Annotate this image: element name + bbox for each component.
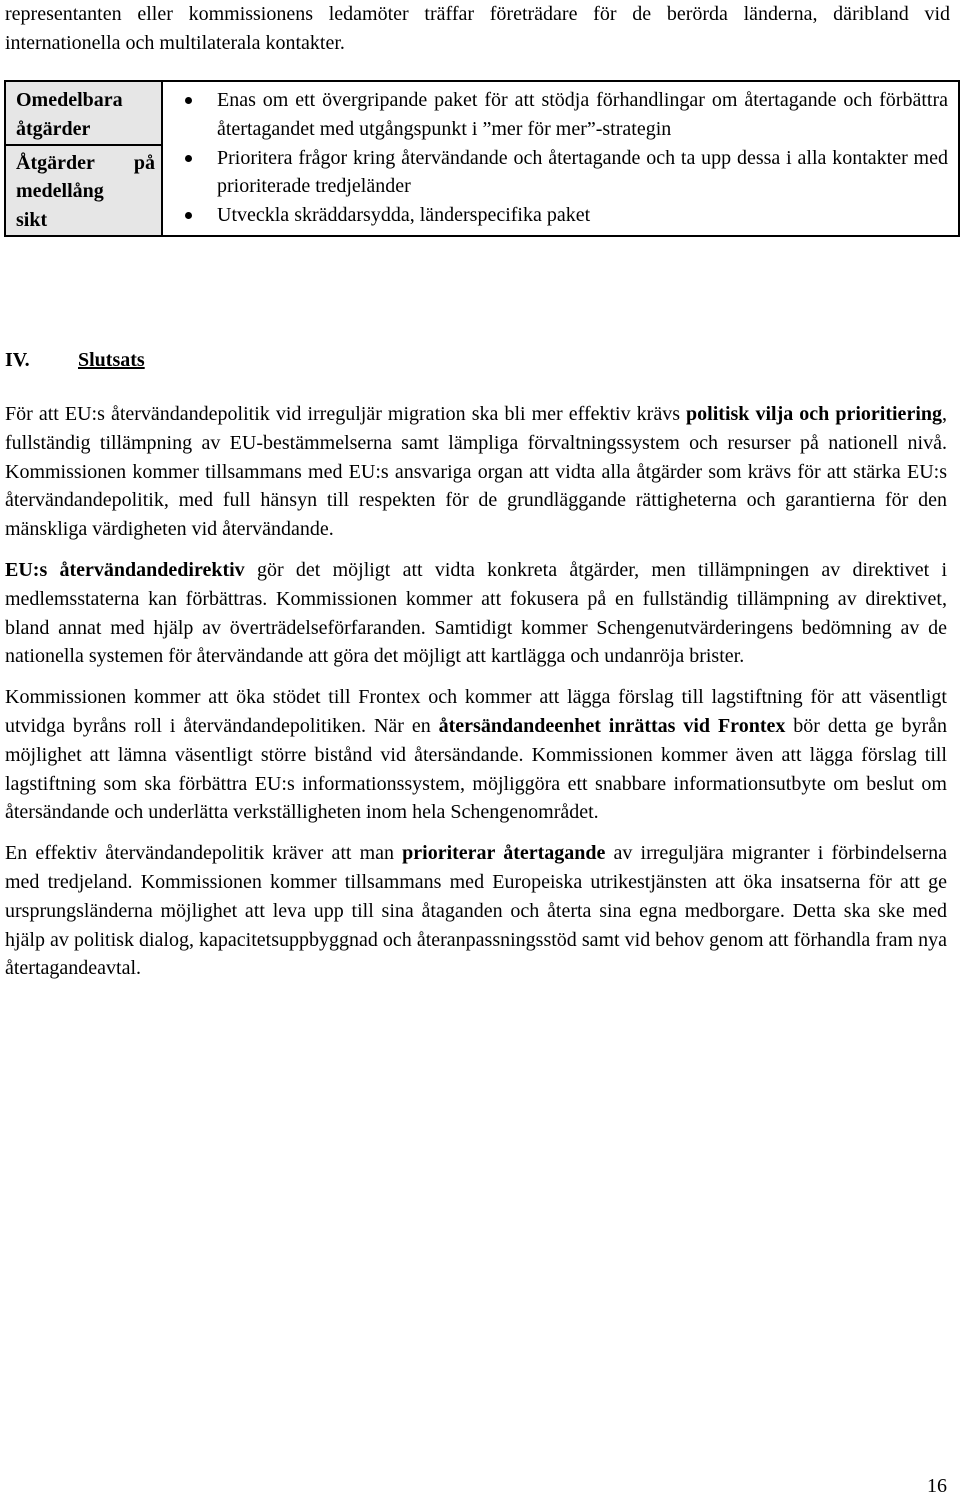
row-label-line: Åtgärder på [16,151,155,174]
paragraph-2 [5,556,947,671]
section-title: Slutsats [78,349,145,371]
row-label-line: åtgärder [16,117,91,140]
row-label-medium-term [6,146,161,235]
list-item-text: Enas om ett övergripande paket för att stödja förhandlingar om återtagande och förbättra återtagandet med utgångspunkt i ”mer för mer”-strategin [217,89,948,140]
intro-paragraph [5,0,950,58]
paragraph-text: bör detta ge byrån möjlighet att lämna väsentligt större bistånd vid återsändande. Kommissionen kommer även att lägga förslag till lagstiftning som ska förbättra EU:s informationssystem, möjliggöra ett snabbare informationsutbyte om beslut om återsändande och underlätta verkställigheten inom hela Schengenområdet. [5,714,947,824]
paragraph-text: , fullständig tillämpning av EU-bestämmelserna samt lämpliga förvaltningssystem och resurser på nationell nivå. Kommissionen kommer tillsammans med EU:s ansvariga organ att vidta alla åtgärder som krävs för att stärka EU:s återvändandepolitik, med full hänsyn till respekten för de grundläggande rättigheterna och garantierna för den mänskliga värdigheten vid återvändande. [5,403,947,541]
section-heading [5,346,145,375]
paragraph-emphasis: politisk vilja och prioritiering [686,403,942,425]
conclusion-body [5,400,947,995]
paragraph-emphasis: EU:s återvändandedirektiv [5,558,245,581]
page-number: 16 [927,1475,947,1497]
paragraph-emphasis: prioriterar återtagande [402,842,606,865]
paragraph-text: av irreguljära migranter i förbindelserna med tredjeland. Kommissionen kommer tillsammans med Europeiska utrikestjänsten att öka insatserna för att ge ursprungsländerna möjlighet att leva upp till sina åtaganden och återta sina egna medborgare. Detta ska ske med hjälp av politisk dialog, kapacitetsuppbyggnad och återanpassningsstöd samt vid behov genom att förhandla fram nya återtagandeavtal. [5,842,947,980]
list-item-text: Utveckla skräddarsydda, länderspecifika paket [217,204,591,227]
paragraph-1 [5,400,947,544]
row-label-line: Omedelbara [16,89,123,111]
list-item [173,144,948,202]
bullet-icon [185,155,192,162]
bullet-icon [185,97,192,104]
list-item [173,86,948,144]
row-label-cell-immediate [5,81,162,145]
section-number: IV. [5,349,30,371]
measures-bullet-list [163,82,958,230]
measures-table [4,80,960,237]
paragraph-3 [5,683,947,827]
row-label-line: medellång [16,180,104,203]
paragraph-4 [5,839,947,983]
bullet-icon [185,212,192,219]
row-label-cell-medium-term [5,145,162,236]
row-label-line: sikt [16,209,48,232]
paragraph-text: gör det möjligt att vidta konkreta åtgärder, men tillämpningen av direktivet i medlemsstaterna kan förbättras. Kommissionen kommer att fokusera på en fullständig tillämpning av direktivet, bland annat med hjälp av överträdelseförfaranden. Samtidigt kommer Schengenutvärderingens bedömning av de nationella systemen för återvändande att göra det möjligt att kartlägga och undanröja brister. [5,558,947,668]
list-item-text: Prioritera frågor kring återvändande och återtagande och ta upp dessa i alla kontakter med prioriterade tredjeländer [217,146,948,198]
row-label-immediate [6,82,161,144]
paragraph-emphasis: återsändandeenhet inrättas vid Frontex [438,714,786,737]
measures-content-cell [162,81,959,236]
list-item [173,201,948,230]
intro-text: representanten eller kommissionens ledamöter träffar företrädare för de berörda länderna, däribland vid internationella och multilaterala kontakter. [5,3,950,54]
table-row-immediate [5,81,959,145]
paragraph-text: För att EU:s återvändandepolitik vid irreguljär migration ska bli mer effektiv krävs [5,403,687,425]
paragraph-text: En effektiv återvändandepolitik kräver att man [5,842,403,865]
paragraph-text: Kommissionen kommer att öka stödet till Frontex och kommer att lägga förslag till lagstiftning för att väsentligt utvidga byråns roll i återvändandepolitiken. När en [5,686,947,737]
